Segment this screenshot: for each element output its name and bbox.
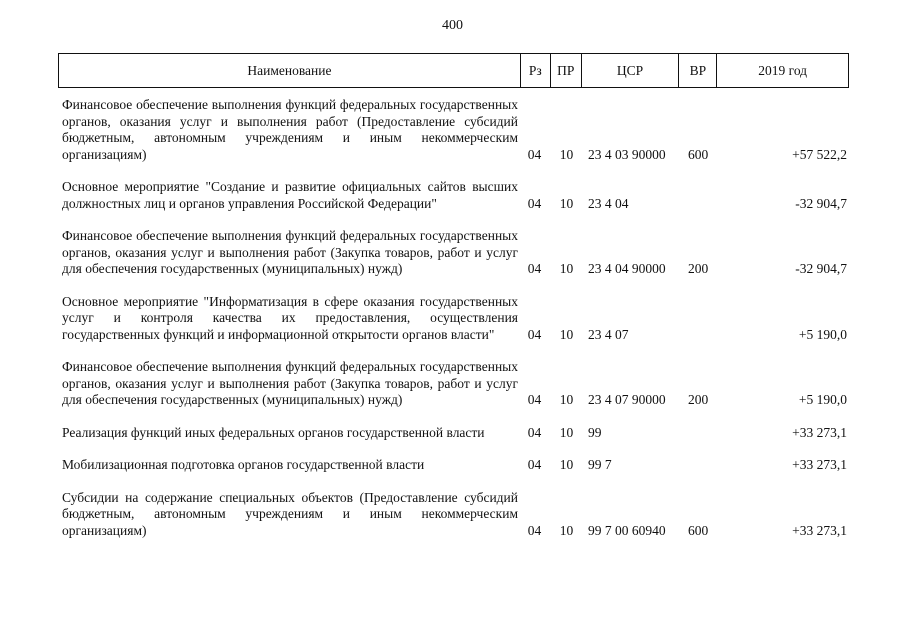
row-pr: 10 xyxy=(559,392,574,407)
row-pr: 10 xyxy=(559,146,574,162)
row-rz: 04 xyxy=(527,457,542,472)
row-csr: 23 4 04 xyxy=(588,195,629,211)
row-name: Основное мероприятие "Информатизация в сфере оказания государственных услуг и контроля качества их предоставления, осуществления государственных функций и информационной открытости органов власти" xyxy=(62,293,518,342)
row-pr: 10 xyxy=(559,326,574,342)
row-rz: 04 xyxy=(527,326,542,342)
row-pr: 10 xyxy=(559,522,574,538)
table-row xyxy=(58,359,849,409)
row-csr: 99 xyxy=(588,424,602,440)
header-pr: ПР xyxy=(551,54,582,87)
row-amount: -32 904,7 xyxy=(795,195,847,211)
row-amount: +33 273,1 xyxy=(792,424,847,440)
row-csr: 99 7 00 60940 xyxy=(588,522,666,538)
row-name: Финансовое обеспечение выполнения функций федеральных государственных органов, оказания услуг и выполнения работ (Предоставление субсидий бюджетным, автономным учреждениям и иным некоммерческим организациям) xyxy=(62,97,518,162)
row-rz: 04 xyxy=(527,392,542,407)
row-amount: +57 522,2 xyxy=(792,146,847,162)
row-name: Финансовое обеспечение выполнения функций федеральных государственных органов, оказания услуг и выполнения работ (Закупка товаров, работ и услуг для обеспечения государственных (муниципальных) нужд) xyxy=(62,228,518,276)
table-row xyxy=(58,228,849,278)
header-name: Наименование xyxy=(59,54,521,87)
row-amount: +33 273,1 xyxy=(792,522,847,538)
row-vr: 200 xyxy=(688,392,709,407)
page-number: 400 xyxy=(442,18,463,33)
row-amount: +5 190,0 xyxy=(798,392,847,407)
table-row xyxy=(58,425,849,442)
row-amount: +5 190,0 xyxy=(798,326,847,342)
row-rz: 04 xyxy=(527,522,542,538)
header-rz: Рз xyxy=(521,54,551,87)
row-vr: 600 xyxy=(688,522,709,538)
row-vr: 600 xyxy=(688,146,709,162)
row-amount: -32 904,7 xyxy=(795,261,847,276)
table-row xyxy=(58,294,849,344)
header-vr: ВР xyxy=(679,54,717,87)
row-rz: 04 xyxy=(527,195,542,211)
row-csr: 23 4 07 xyxy=(588,326,629,342)
row-name: Основное мероприятие "Создание и развитие официальных сайтов высших должностных лиц и органов управления Российской Федерации" xyxy=(62,179,518,211)
row-csr: 23 4 04 90000 xyxy=(588,261,666,276)
table-row xyxy=(58,457,849,474)
row-pr: 10 xyxy=(559,195,574,211)
row-pr: 10 xyxy=(559,457,574,472)
table-row xyxy=(58,490,849,540)
header-year: 2019 год xyxy=(758,62,808,78)
row-name: Реализация функций иных федеральных органов государственной власти xyxy=(62,424,485,440)
row-csr: 23 4 03 90000 xyxy=(588,146,666,162)
row-csr: 99 7 xyxy=(588,457,612,472)
row-rz: 04 xyxy=(527,424,542,440)
row-name: Субсидии на содержание специальных объектов (Предоставление субсидий бюджетным, автономным учреждениям и иным некоммерческим организациям) xyxy=(62,489,518,538)
header-csr: ЦСР xyxy=(582,54,680,87)
table-body xyxy=(58,97,849,555)
row-pr: 10 xyxy=(559,424,574,440)
table-row xyxy=(58,97,849,163)
table-header xyxy=(58,53,849,88)
row-amount: +33 273,1 xyxy=(792,457,847,472)
row-vr: 200 xyxy=(688,261,709,276)
row-name: Мобилизационная подготовка органов государственной власти xyxy=(62,457,425,472)
row-rz: 04 xyxy=(527,146,542,162)
row-pr: 10 xyxy=(559,261,574,276)
row-rz: 04 xyxy=(527,261,542,276)
row-csr: 23 4 07 90000 xyxy=(588,392,666,407)
row-name: Финансовое обеспечение выполнения функций федеральных государственных органов, оказания услуг и выполнения работ (Закупка товаров, работ и услуг для обеспечения государственных (муниципальных) нужд) xyxy=(62,359,518,407)
table-row xyxy=(58,179,849,212)
